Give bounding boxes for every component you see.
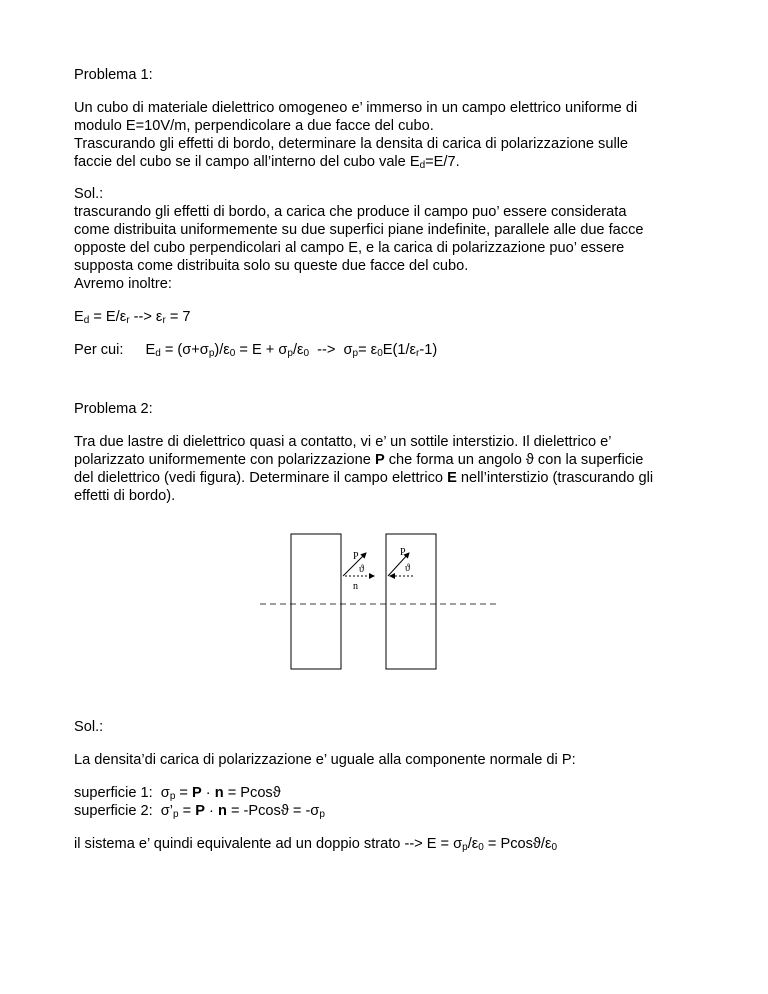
label-theta-left: ϑ	[359, 564, 364, 575]
problem1-text-line: Trascurando gli effetti di bordo, determinare la densita di carica di polarizzazione sulle	[74, 136, 629, 152]
problem1-sol-line: supposta come distribuita solo su queste due facce del cubo.	[74, 258, 469, 274]
right-dielectric-slab	[386, 534, 436, 669]
label-n: n	[353, 581, 358, 592]
problem1-sol-line: Avremo inoltre:	[74, 276, 172, 292]
problem2-sol-line: La densita’di carica di polarizzazione e’ uguale alla componente normale di P:	[74, 752, 576, 768]
label-p-left: P	[353, 551, 359, 562]
final-equation: il sistema e’ quindi equivalente ad un doppio strato --> $E = \sigma_p/\varepsilon_0 = Pcosϑ/\varepsilon_0$	[74, 836, 558, 853]
problem2-title: Problema 2:	[74, 401, 153, 417]
problem2-sol-label: Sol.:	[74, 719, 104, 735]
label-p-right: P	[400, 547, 406, 558]
problem1-sol-line: opposte del cubo perpendicolari al campo E, e la carica di polarizzazione puo’ essere	[74, 240, 625, 256]
problem2-text-line: Tra due lastre di dielettrico quasi a contatto, vi e’ un sottile interstizio. Il dielettrico e’	[74, 434, 612, 450]
label-theta-right: ϑ	[405, 563, 410, 574]
problem1-sol-line: trascurando gli effetti di bordo, a carica che produce il campo puo’ essere considerata	[74, 204, 627, 220]
problem1-text-line: Un cubo di materiale dielettrico omogeneo e’ immerso in un campo elettrico uniforme di	[74, 100, 638, 116]
problem1-title: Problema 1:	[74, 67, 153, 83]
problem2-text-line: polarizzato uniformemente con polarizzazione P che forma un angolo ϑ con la superficie	[74, 452, 644, 468]
surface-2-equation: superficie 2: $\sigma’_p = P \cdot n = -Pcosϑ = -\sigma_p$	[74, 803, 325, 820]
dielectric-slabs-figure	[250, 525, 510, 675]
surface-1-equation: superficie 1: $\sigma_p = P \cdot n = Pcosϑ$	[74, 785, 281, 802]
left-dielectric-slab	[291, 534, 341, 669]
equation-1: $E_d = E/\varepsilon_r$ --> $\varepsilon_r = 7$	[74, 309, 191, 326]
problem1-sol-label: Sol.:	[74, 186, 104, 202]
problem1-sol-line: come distribuita uniformemente su due superfici piane indefinite, parallele alle due facce	[74, 222, 644, 238]
problem2-text-line: effetti di bordo).	[74, 488, 176, 504]
equation-2: Per cui: $E_d = (\sigma+\sigma_p)/\varepsilon_0 = E + \sigma_p/\varepsilon_0$ --> $\sigma_p= \varepsilon_0E(1/\varepsilon_r-1)$	[74, 342, 438, 359]
problem2-text-line: del dielettrico (vedi figura). Determinare il campo elettrico E nell’interstizio (trascurando gli	[74, 470, 654, 486]
problem1-text-line: modulo E=10V/m, perpendicolare a due facce del cubo.	[74, 118, 434, 134]
problem1-text-line: faccie del cubo se il campo all’interno del cubo vale $E_d=E/7$.	[74, 154, 460, 171]
